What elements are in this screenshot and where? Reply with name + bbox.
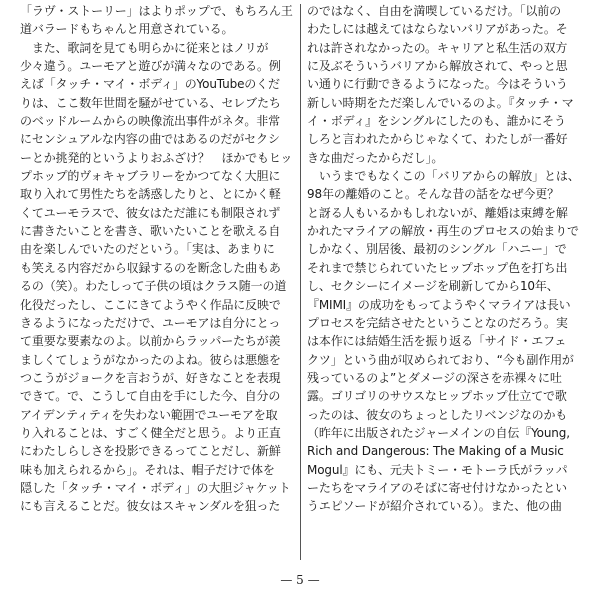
text-line: 味も加えられるから」。それは、帽子だけで体を: [20, 462, 275, 477]
text-line: 取り入れて男性たちを誘惑したりと、とにかく軽: [20, 187, 281, 202]
right-text-column: [307, 2, 586, 516]
text-line: クツ」という曲が収められており、“今も副作用が: [307, 352, 574, 367]
text-line: きな曲だったからだし」。: [307, 150, 444, 165]
text-line: るの（笑）。わたしって子供の頃はクラス随一の道: [20, 279, 287, 294]
text-line: は本作には結婚生活を振り返る「サイド・エフェ: [307, 334, 567, 349]
text-line: アイデンティティを失わない範囲でユーモアを取: [20, 407, 278, 422]
text-line: えば「タッチ・マイ・ボディ」のYouTubeのくだ: [20, 77, 280, 92]
text-line: 新しい時期をただ楽しんでいるのよ。『タッチ・マ: [307, 95, 574, 110]
text-line: きるようになっただけで、ユーモアは自分にとっ: [20, 315, 281, 330]
text-line: また、歌詞を見ても明らかに従来とはノリが: [20, 40, 269, 55]
text-line: のではなく、自由を満喫しているだけ。「以前の: [307, 4, 561, 18]
text-line: れは許されなかったの。キャリアと私生活の双方: [307, 40, 568, 55]
text-line: 98年の離婚のこと。そんな昔の話をなぜ今更？: [307, 187, 559, 202]
text-line: くてユーモラスで、彼女はただ誰にも制限されず: [20, 205, 281, 220]
text-line: ーとか挑発的というよりおふざけ？ ほかでもヒッ: [20, 150, 293, 165]
text-line: にセンシュアルな内容の曲ではあるのだがセクシ: [20, 132, 280, 147]
text-line: Rich and Dangerous: The Making of a Music: [307, 444, 564, 459]
text-line: 『MIMI』の成功をもってようやくマライアは長い: [307, 297, 571, 312]
page-number: — 5 —: [280, 573, 320, 587]
text-line: プロセスを完結させたということなのだろう。実: [307, 315, 568, 330]
text-line: て重要な要素なのよ。以前からラッパーたちが羨: [20, 334, 281, 349]
text-line: し、セクシーにイメージを刷新してから10年、: [307, 279, 559, 294]
text-line: それまで禁じられていたヒップホップ色を打ち出: [307, 260, 568, 275]
text-line: 残っているのよ”とダメージの深さを赤裸々に吐: [307, 370, 562, 385]
text-line: いうまでもなくこの「バリアからの解放」とは、: [307, 169, 580, 184]
text-line: うエピソードが紹介されている）。また、他の曲: [307, 499, 562, 514]
text-line: できて。で、こうして自由を手にした今、自分の: [20, 389, 281, 404]
text-line: 少々違う。ユーモアと遊びが満々なのである。例: [20, 59, 281, 74]
text-line: Mogul』にも、元夫トミー・モトーラ氏がラッパ: [307, 462, 568, 477]
text-line: にも言えることだ。彼女はスキャンダルを狙った: [20, 499, 281, 514]
text-line: （昨年に出版されたジャーメインの自伝『Young,: [307, 425, 570, 440]
text-line: プホップ的ヴォキャブラリーをかつてなく大胆に: [20, 169, 281, 184]
text-line: と訝る人もいるかもしれないが、離婚は束縛を解: [307, 205, 568, 220]
text-line: わたしには越えてはならないバリアがあった。そ: [307, 22, 568, 37]
text-line: 由を楽しんでいたのだという。「実は、あまりに: [20, 242, 275, 257]
text-line: 道バラードもちゃんと用意されている。: [20, 22, 234, 37]
text-line: に及ぶそういうバリアから解放されて、やっと思: [307, 59, 568, 74]
text-line: りは、ここ数年世間を騒がせている、セレブたち: [20, 95, 281, 110]
text-line: かれたマライアの解放・再生のプロセスの始まりで: [307, 224, 579, 239]
text-line: つこうがジョークを言おうが、好きなことを表現: [20, 370, 281, 385]
text-line: イ・ボディ』をシングルにしたのも、誰かにそう: [307, 114, 566, 129]
left-text-column: [20, 2, 299, 516]
text-line: ーたちをマライアのそばに寄せ付けなかったとい: [307, 480, 567, 495]
text-line: のベッドルームからの映像流出事件がネタ。非常: [20, 114, 280, 129]
text-line: も笑える内容だから収録するのを断念した曲もあ: [20, 260, 281, 275]
text-line: い通りに行動できるようになった。今はそういう: [307, 77, 568, 92]
text-line: に書きたいことを書き、歌いたいことを歌える自: [20, 224, 281, 239]
column-divider: [300, 4, 301, 560]
text-line: 露。ゴリゴリのサウスなヒップホップ仕立てで歌: [307, 389, 567, 404]
text-line: しろと言われたからじゃなくて、わたしが一番好: [307, 132, 568, 147]
text-line: ましくてしょうがなかったのよね。彼らは悪態を: [20, 352, 281, 367]
text-line: しかなく、別居後、最初のシングル「ハニー」で: [307, 242, 567, 257]
text-line: 化役だったし、ここにきてようやく作品に反映で: [20, 297, 281, 312]
text-line: 「ラヴ・ストーリー」はよりポップで、もちろん王: [20, 4, 293, 18]
text-line: 隠した「タッチ・マイ・ボディ」の大胆ジャケット: [20, 480, 291, 495]
text-line: ったのは、彼女のちょっとしたリベンジなのかも: [307, 407, 568, 422]
text-line: にわたしらしさを投影できるってことだし、新鮮: [20, 444, 281, 459]
text-line: り入れることは、すごく健全だと思う。より正直: [20, 425, 281, 440]
